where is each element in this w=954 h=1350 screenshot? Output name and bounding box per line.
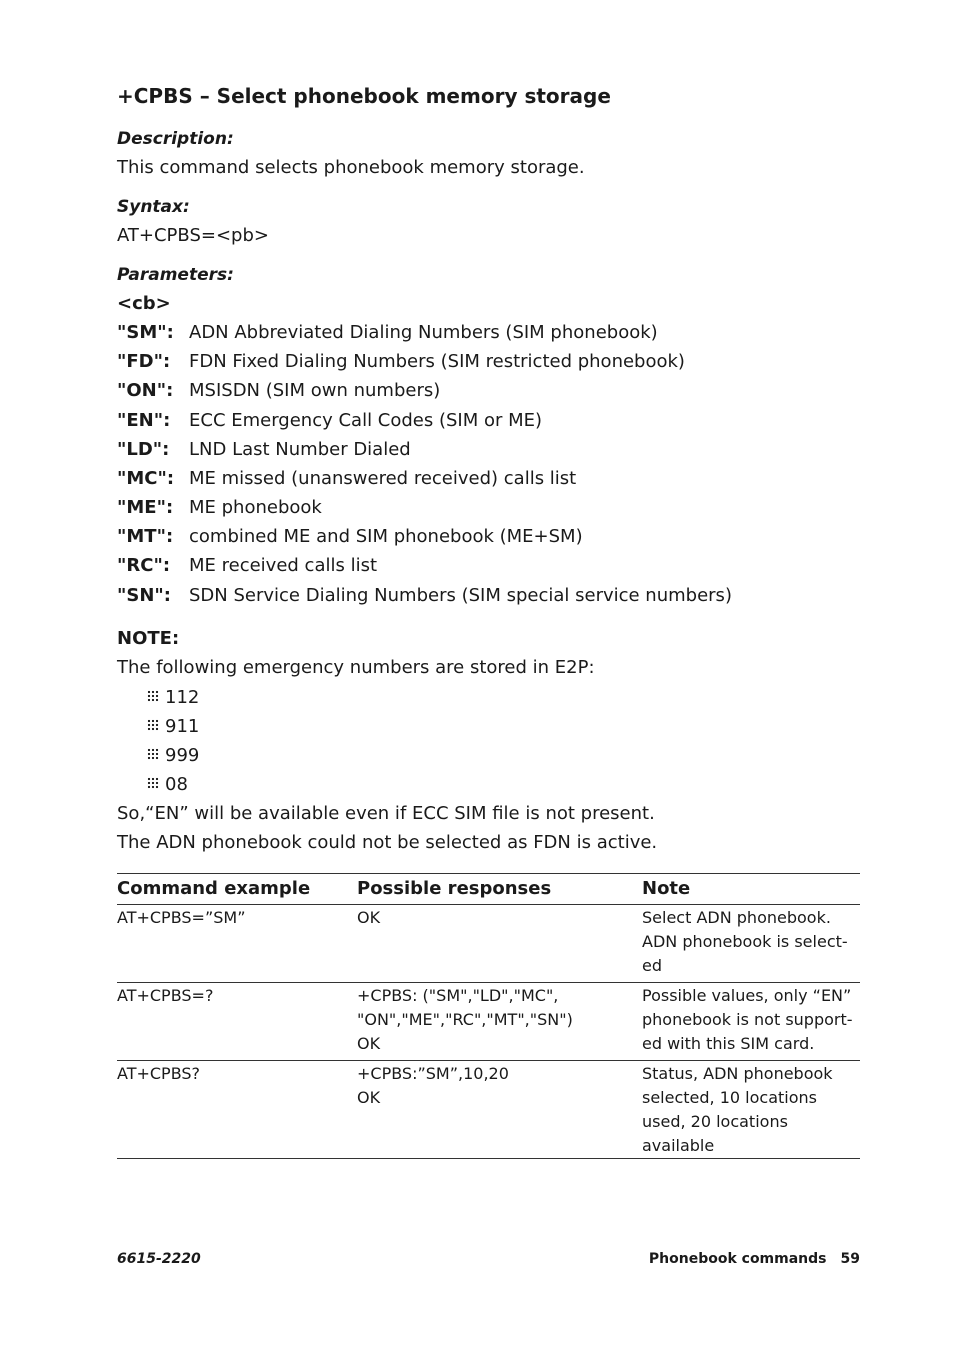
parameter-value: MSISDN (SIM own numbers)	[189, 380, 441, 401]
syntax-label: Syntax:	[117, 197, 190, 217]
column-header: Possible responses	[357, 874, 642, 905]
command-cell: AT+CPBS?	[117, 1061, 357, 1159]
table-row	[117, 1061, 860, 1159]
response-cell	[357, 983, 642, 1061]
syntax-text: AT+CPBS=<pb>	[117, 225, 269, 246]
bullet-icon	[147, 748, 159, 760]
note-line-1: So,“EN” will be available even if ECC SIM file is not present.	[117, 803, 655, 824]
parameter-key: "ON":	[117, 380, 174, 401]
note-cell: Status, ADN phonebook selected, 10 locations used, 20 locations available	[642, 1061, 860, 1159]
parameter-value: LND Last Number Dialed	[189, 439, 411, 460]
parameter-key: "ME":	[117, 497, 174, 518]
page-number: 59	[840, 1251, 860, 1267]
emergency-number: 08	[165, 774, 188, 795]
note-label: NOTE:	[117, 628, 180, 649]
parameter-key: "SN":	[117, 585, 171, 606]
footer-section-title: Phonebook commands	[648, 1251, 827, 1267]
parameter-value: ME received calls list	[189, 555, 378, 576]
response-line: OK	[357, 1034, 381, 1053]
command-cell: AT+CPBS=?	[117, 983, 357, 1061]
note-line-2: The ADN phonebook could not be selected as FDN is active.	[117, 832, 658, 853]
list-item	[147, 687, 199, 708]
parameter-value: SDN Service Dialing Numbers (SIM special service numbers)	[189, 585, 732, 606]
list-item	[147, 716, 199, 737]
parameter-key: "RC":	[117, 555, 171, 576]
command-example-table	[117, 873, 860, 1159]
column-header: Command example	[117, 874, 357, 905]
parameter-key: "MC":	[117, 468, 175, 489]
parameter-key: "FD":	[117, 351, 171, 372]
bullet-icon	[147, 690, 159, 702]
response-cell	[357, 905, 642, 983]
description-label: Description:	[117, 129, 234, 149]
response-line: +CPBS: ("SM","LD","MC",	[357, 986, 559, 1005]
table-header-row	[117, 874, 860, 905]
table-row	[117, 983, 860, 1061]
response-line: OK	[357, 1088, 381, 1107]
footer-section	[649, 1251, 860, 1267]
parameter-key: "SM":	[117, 322, 174, 343]
page-title: +CPBS – Select phonebook memory storage	[117, 84, 611, 108]
emergency-number: 911	[165, 716, 200, 737]
parameter-value: FDN Fixed Dialing Numbers (SIM restricted phonebook)	[189, 351, 685, 372]
description-text: This command selects phonebook memory storage.	[117, 157, 585, 178]
parameters-label: Parameters:	[117, 265, 234, 285]
bullet-icon	[147, 719, 159, 731]
response-line: +CPBS:”SM”,10,20	[357, 1064, 509, 1083]
command-cell: AT+CPBS=”SM”	[117, 905, 357, 983]
emergency-number: 999	[165, 745, 200, 766]
list-item	[147, 774, 188, 795]
footer-doc-number: 6615-2220	[117, 1251, 201, 1267]
parameter-value: ADN Abbreviated Dialing Numbers (SIM phonebook)	[189, 322, 658, 343]
parameter-key: "LD":	[117, 439, 170, 460]
response-cell	[357, 1061, 642, 1159]
parameter-name: <cb>	[117, 293, 171, 314]
parameter-value: ECC Emergency Call Codes (SIM or ME)	[189, 410, 543, 431]
note-cell: Select ADN phonebook. ADN phonebook is select-ed	[642, 905, 860, 983]
note-cell: Possible values, only “EN” phonebook is not support-ed with this SIM card.	[642, 983, 860, 1061]
emergency-number: 112	[165, 687, 200, 708]
parameter-value: ME phonebook	[189, 497, 322, 518]
parameter-value: combined ME and SIM phonebook (ME+SM)	[189, 526, 583, 547]
bullet-icon	[147, 777, 159, 789]
note-intro: The following emergency numbers are stored in E2P:	[117, 657, 595, 678]
list-item	[147, 745, 199, 766]
table-row	[117, 905, 860, 983]
parameter-key: "MT":	[117, 526, 174, 547]
parameter-value: ME missed (unanswered received) calls list	[189, 468, 577, 489]
response-line: "ON","ME","RC","MT","SN")	[357, 1010, 573, 1029]
response-line: OK	[357, 908, 381, 927]
parameter-key: "EN":	[117, 410, 171, 431]
column-header: Note	[642, 874, 860, 905]
